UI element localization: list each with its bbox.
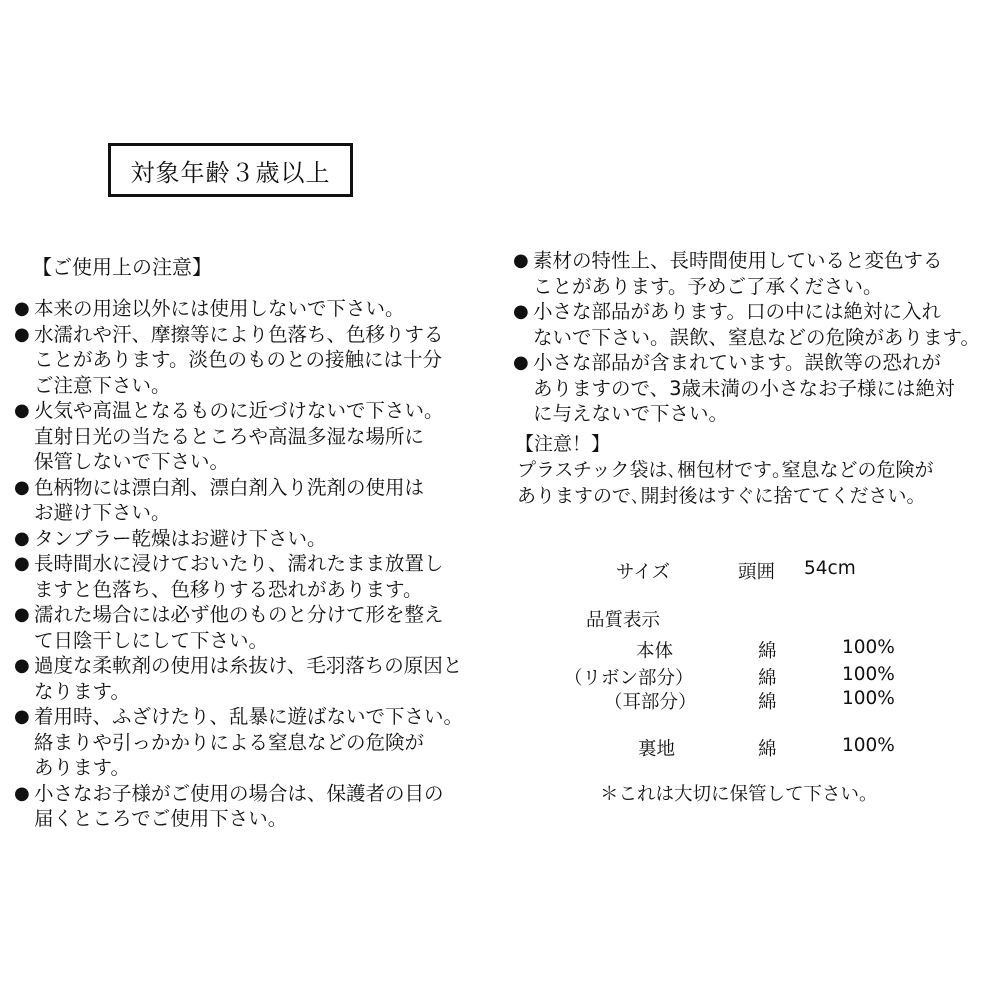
quality-material: 綿 (758, 692, 777, 713)
notice-item (14, 602, 504, 653)
notice-line: ご注意下さい。 (34, 373, 171, 397)
size-value: 54cm (804, 558, 856, 579)
notice-line: 小さなお子様がご使用の場合は、保護者の目の (34, 781, 444, 805)
age-rating-label: 対象年齢３歳以上 (130, 158, 331, 187)
quality-material: 綿 (758, 641, 777, 662)
notice-line: 過度な柔軟剤の使用は糸抜け、毛羽落ちの原因と (34, 654, 463, 677)
notice-item (513, 350, 1000, 427)
quality-percent: 100% (842, 735, 895, 756)
size-measure: 頭囲 (738, 562, 776, 583)
notice-line: ますと色落ち、色移りする恐れがあります。 (34, 577, 423, 601)
bullet-icon: ● (513, 301, 529, 322)
notice-line: 小さな部品が含まれています。誤飲等の恐れが (533, 351, 941, 374)
bullet-icon: ● (14, 298, 30, 319)
notice-item (14, 551, 504, 602)
bullet-icon: ● (14, 476, 30, 498)
notice-item (14, 704, 504, 781)
caution-body (517, 457, 1000, 509)
bullet-icon: ● (14, 400, 30, 421)
caution-line: ありますので､開封後はすぐに捨ててください｡ (517, 484, 917, 507)
bullet-icon: ● (14, 782, 30, 804)
notice-line: 直射日光の当たるところや高温多湿な場所に (34, 424, 425, 448)
notice-line: 着用時、ふざけたり、乱暴に遊ばないで下さい。 (34, 705, 464, 728)
quality-percent: 100% (842, 637, 895, 658)
age-rating-box (108, 143, 353, 197)
caution-heading: 【注意！】 (515, 432, 611, 455)
quality-material: 綿 (758, 668, 777, 689)
storage-footnote: ＊これは大切に保管して下さい。 (600, 784, 878, 805)
notice-line: に与えないで下さい。 (533, 402, 729, 425)
usage-notes-left-column (14, 252, 504, 832)
usage-notes-list-continued (513, 248, 1000, 427)
notice-line: ことがあります。予めご了承ください。 (533, 274, 883, 298)
quality-percent: 100% (842, 664, 895, 685)
bullet-icon: ● (14, 604, 30, 625)
notice-item (14, 398, 504, 475)
notice-item (14, 653, 504, 704)
notice-item (14, 475, 504, 526)
notice-line: ないで下さい。誤飲、窒息などの危険があります。 (533, 325, 980, 349)
bullet-icon: ● (14, 527, 30, 549)
usage-notes-list (14, 296, 504, 832)
bullet-icon: ● (14, 706, 30, 727)
notice-line: ありますので、3歳未満の小さなお子様には絶対 (533, 376, 955, 400)
quality-heading: 品質表示 (586, 610, 661, 631)
notice-line: 届くところでご使用下さい。 (34, 807, 288, 830)
notice-line: お避け下さい。 (34, 501, 171, 524)
notice-line: 小さな部品があります。口の中には絶対に入れ (533, 300, 941, 323)
notice-line: ことがあります。淡色のものとの接触には十分 (34, 348, 442, 371)
notice-line: 火気や高温となるものに近づけないで下さい。 (34, 399, 444, 422)
notice-line: 素材の特性上、長時間使用していると変色する (533, 249, 943, 272)
quality-percent: 100% (842, 688, 895, 709)
usage-notes-heading: 【ご使用上の注意】 (32, 255, 212, 279)
bullet-icon: ● (513, 250, 529, 271)
notice-item (14, 296, 504, 322)
notice-item (513, 248, 1000, 299)
notice-line: 長時間水に浸けておいたり、濡れたまま放置し (34, 552, 444, 575)
notice-line: 絡まりや引っかかりによる窒息などの危険が (34, 730, 425, 754)
quality-part: （耳部分） (604, 692, 697, 713)
usage-notes-right-column (513, 248, 1000, 509)
size-label: サイズ (616, 562, 671, 583)
notice-line: 濡れた場合には必ず他のものと分けて形を整え (34, 603, 444, 626)
notice-line: 色柄物には漂白剤、漂白剤入り洗剤の使用は (34, 475, 425, 499)
quality-part: 本体 (636, 641, 674, 662)
notice-item (14, 781, 504, 832)
caution-line: プラスチック袋は､梱包材です｡窒息などの危険が (517, 458, 934, 481)
bullet-icon: ● (14, 323, 30, 345)
notice-line: 本来の用途以外には使用しないで下さい。 (34, 297, 405, 320)
bullet-icon: ● (14, 553, 30, 574)
notice-item (14, 526, 504, 552)
notice-item (513, 299, 1000, 350)
notice-line: なります。 (34, 679, 130, 703)
notice-line: 水濡れや汗、摩擦等により色落ち、色移りする (34, 322, 444, 346)
bullet-icon: ● (14, 655, 30, 676)
quality-material: 綿 (758, 739, 777, 760)
notice-line: 保管しないで下さい。 (34, 450, 230, 473)
bullet-icon: ● (513, 352, 529, 373)
notice-line: あります。 (34, 756, 130, 779)
notice-line: タンブラー乾燥はお避け下さい。 (34, 526, 327, 550)
notice-item (14, 322, 504, 399)
quality-part: （リボン部分） (564, 668, 694, 689)
quality-part: 裏地 (638, 739, 676, 760)
notice-line: て日陰干しにして下さい。 (34, 628, 269, 652)
